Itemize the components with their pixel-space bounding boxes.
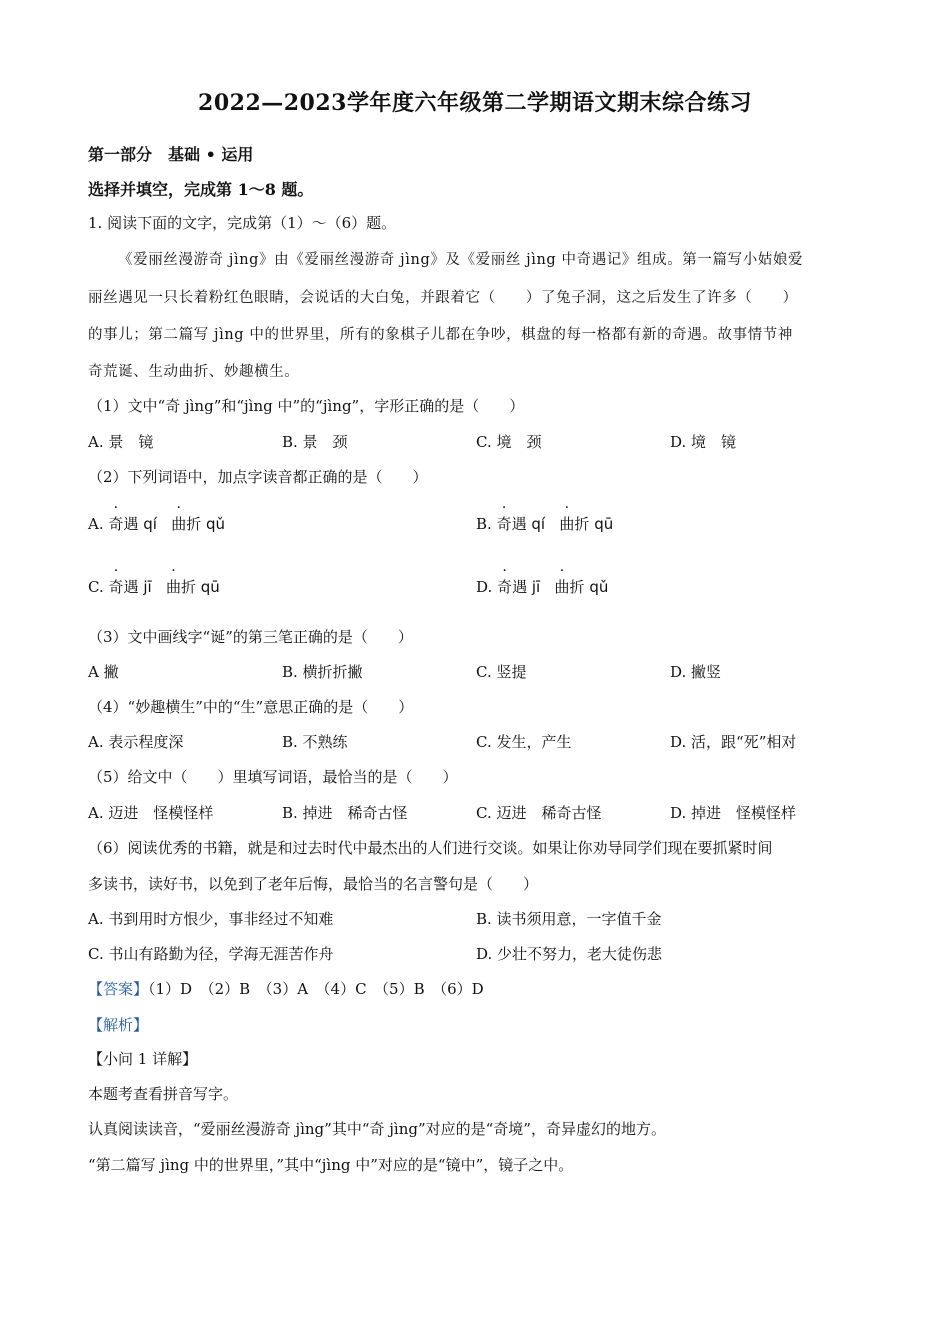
- sub6-option-b: B. 读书须用意，一字值千金: [476, 910, 662, 928]
- analysis-line-2: 认真阅读读音，“爱丽丝漫游奇 jìng”其中“奇 jìng”对应的是“奇境”，奇异虚幻的地方。: [88, 1120, 666, 1138]
- sub6-option-c: C. 书山有路勤为径，学海无涯苦作舟: [88, 945, 334, 963]
- char: 折: [569, 578, 585, 596]
- analysis-line-3: “第二篇写 jìng 中的世界里，”其中“jìng 中”对应的是“镜中”，镜子之中。: [88, 1156, 574, 1174]
- passage-line-4: 奇荒诞、生动曲折、妙趣横生。: [88, 364, 300, 380]
- char: 遇: [512, 578, 528, 596]
- pinyin: qí: [531, 515, 546, 533]
- option-label: B.: [476, 515, 492, 533]
- char: 折: [574, 515, 590, 533]
- sub5-option-c: C. 迈进 稀奇古怪: [476, 804, 602, 822]
- sub3-option-a: A 撇: [88, 663, 119, 681]
- sub4-option-b: B. 不熟练: [282, 733, 348, 751]
- sub6-option-a: A. 书到用时方恨少，事非经过不知难: [88, 910, 334, 928]
- passage-line-2: 丽丝遇见一只长着粉红色眼睛，会说话的大白兔，并跟着它（ ）了兔子洞，这之后发生了许多（ ）: [88, 290, 798, 306]
- answer-text: （1）D （2）B （3）A （4）C （5）B （6）D: [148, 980, 484, 998]
- dotted-char: 曲: [171, 515, 187, 533]
- analysis-tag: 【解析】: [88, 1016, 149, 1034]
- pinyin: qǔ: [206, 515, 226, 533]
- dotted-char: 奇: [108, 578, 124, 596]
- option-label: A.: [88, 515, 104, 533]
- analysis-line-1: 本题考查看拼音写字。: [88, 1085, 239, 1103]
- answer-line: [88, 978, 484, 999]
- pinyin: qū: [594, 515, 614, 533]
- sub1-option-b: B. 景 颈: [282, 433, 348, 451]
- dotted-char: 曲: [165, 578, 181, 596]
- sub-question-1-stem: （1）文中“奇 jìng”和“jìng 中”的“jìng”，字形正确的是（ ）: [88, 397, 525, 415]
- sub4-option-a: A. 表示程度深: [88, 733, 184, 751]
- sub1-option-d: D. 境 镜: [670, 433, 737, 451]
- pinyin: qí: [143, 515, 157, 533]
- char: 遇: [511, 515, 527, 533]
- answer-tag: 【答案】: [88, 980, 149, 998]
- option-label: C.: [88, 578, 104, 596]
- part-heading: 第一部分 基础 • 运用: [88, 145, 254, 164]
- pinyin: qǔ: [589, 578, 609, 596]
- passage-line-3: 的事儿；第二篇写 jìng 中的世界里，所有的象棋子儿都在争吵，棋盘的每一格都有新的奇遇。故事情节神: [88, 327, 793, 343]
- char: 折: [186, 515, 202, 533]
- sub-question-3-stem: （3）文中画线字“诞”的第三笔正确的是（ ）: [88, 628, 413, 646]
- pinyin: jī: [143, 578, 152, 596]
- dotted-char: 曲: [554, 578, 570, 596]
- sub4-option-d: D. 活，跟“死”相对: [670, 733, 797, 751]
- sub2-option-d: [476, 576, 608, 597]
- pinyin: qū: [200, 578, 220, 596]
- sub5-option-a: A. 迈进 怪模怪样: [88, 804, 214, 822]
- sub-question-2-stem: （2）下列词语中，加点字读音都正确的是（ ）: [88, 468, 428, 486]
- page-title: 2022—2023学年度六年级第二学期语文期末综合练习: [198, 90, 752, 116]
- sub6-option-d: D. 少壮不努力，老大徒伤悲: [476, 945, 663, 963]
- sub4-option-c: C. 发生，产生: [476, 733, 572, 751]
- sub5-option-d: D. 掉进 怪模怪样: [670, 804, 797, 822]
- sub2-option-c: [88, 576, 220, 597]
- pinyin: jī: [531, 578, 541, 596]
- dotted-char: 奇: [496, 515, 512, 533]
- dotted-char: 曲: [559, 515, 575, 533]
- sub3-option-d: D. 撇竖: [670, 663, 722, 681]
- char: 遇: [123, 578, 139, 596]
- sub2-option-a: [88, 513, 225, 534]
- sub5-option-b: B. 掉进 稀奇古怪: [282, 804, 408, 822]
- section-heading: 选择并填空，完成第 1～8 题。: [88, 180, 314, 199]
- passage-line-1: 《爱丽丝漫游奇 jìng》由《爱丽丝漫游奇 jìng》及《爱丽丝 jìng 中奇遇记》组成。第一篇写小姑娘爱: [118, 252, 804, 268]
- question-1-intro: 1. 阅读下面的文字，完成第（1）～（6）题。: [88, 214, 397, 232]
- dotted-char: 奇: [497, 578, 513, 596]
- sub-question-4-stem: （4）“妙趣横生”中的“生”意思正确的是（ ）: [88, 698, 414, 716]
- sub3-option-c: C. 竖提: [476, 663, 527, 681]
- sub1-option-c: C. 境 颈: [476, 433, 542, 451]
- char: 遇: [123, 515, 139, 533]
- sub2-option-b: [476, 513, 613, 534]
- sub-question-6-stem-line-1: （6）阅读优秀的书籍，就是和过去时代中最杰出的人们进行交谈。如果让你劝导同学们现在要抓紧时间: [88, 839, 773, 857]
- sub-question-6-stem-line-2: 多读书，读好书，以免到了老年后悔，最恰当的名言警句是（ ）: [88, 875, 539, 893]
- sub-question-5-stem: （5）给文中（ ）里填写词语，最恰当的是（ ）: [88, 768, 458, 786]
- option-label: D.: [476, 578, 493, 596]
- char: 折: [180, 578, 196, 596]
- analysis-sub-heading: 【小问 1 详解】: [88, 1050, 198, 1068]
- sub3-option-b: B. 横折折撇: [282, 663, 363, 681]
- sub1-option-a: A. 景 镜: [88, 433, 154, 451]
- dotted-char: 奇: [108, 515, 124, 533]
